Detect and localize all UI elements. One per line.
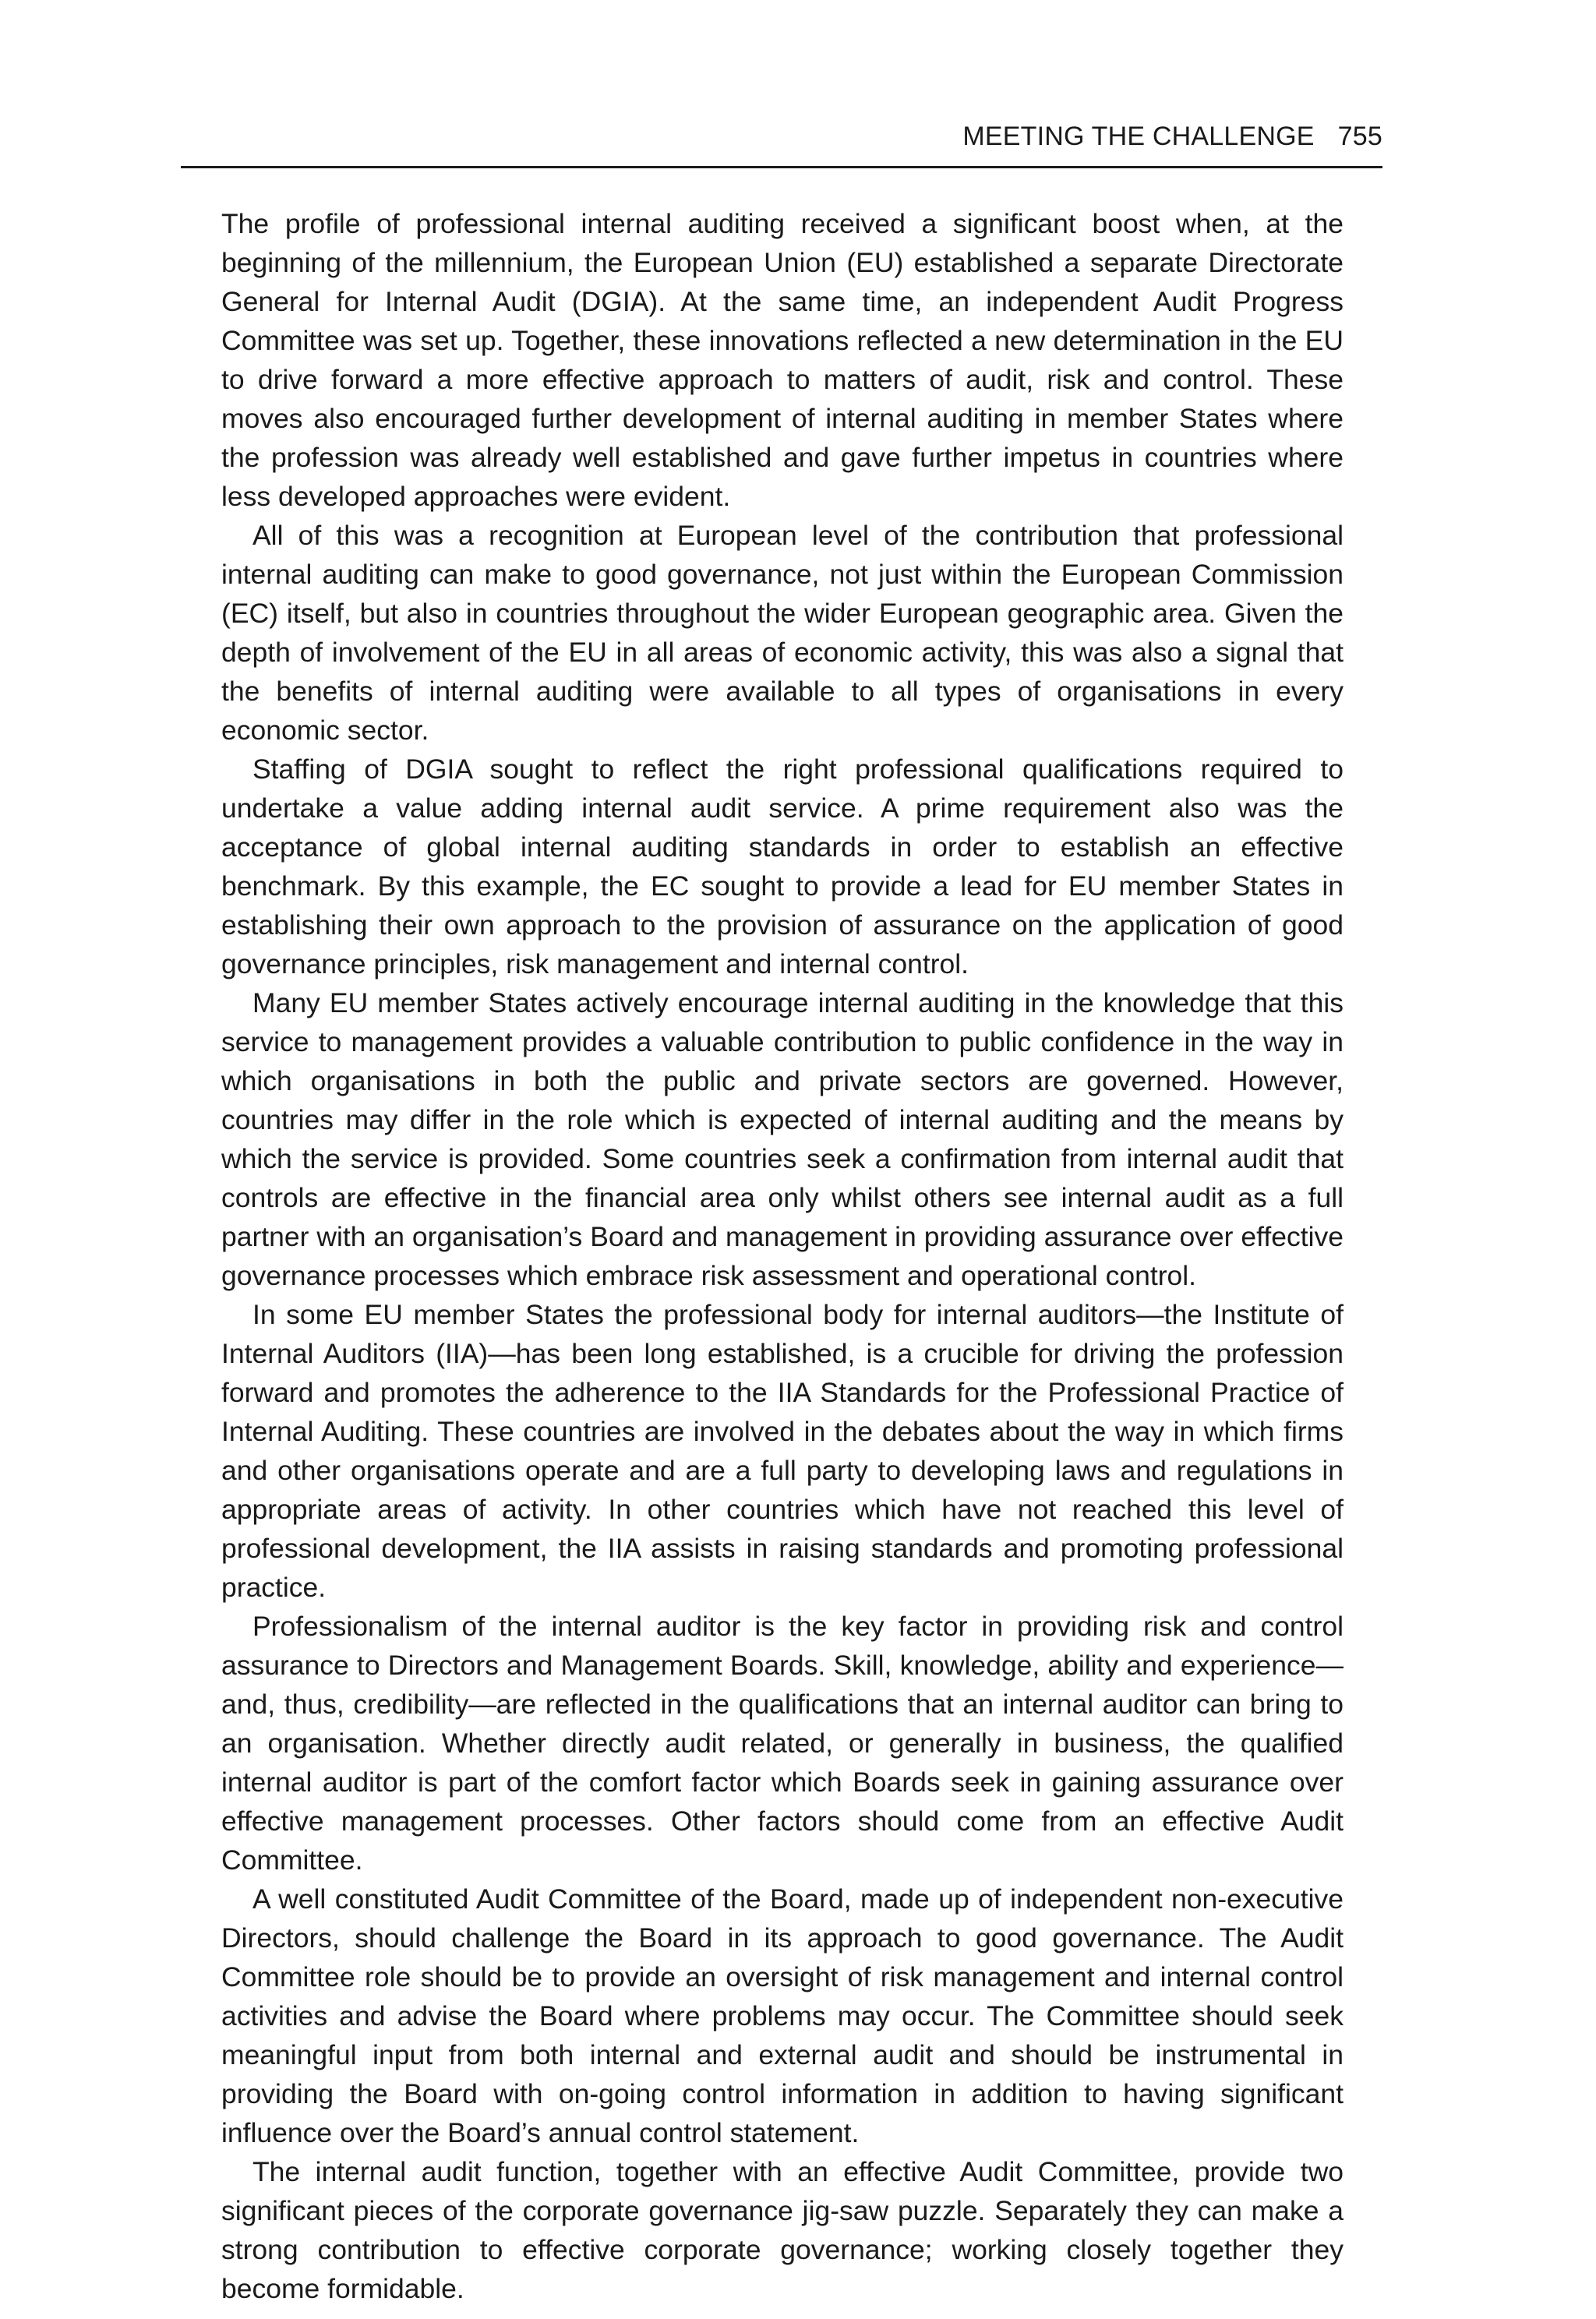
- paragraph: Many EU member States actively encourage internal auditing in the knowledge that this service to management provides a valuable contribution to public confidence in the way in which organisations in both the public and private sectors are governed. However, countries may differ in the role which is expected of internal auditing and the means by which the service is provided. Some countries seek a confirmation from internal audit that controls are effective in the financial area only whilst others see internal audit as a full partner with an organisation’s Board and management in providing assurance over effective governance processes which embrace risk assessment and operational control.: [221, 987, 1344, 1291]
- page-number: 755: [1337, 122, 1382, 151]
- paragraph: The profile of professional internal auditing received a significant boost when, at the beginning of the millennium, the European Union (EU) established a separate Directorate General for Internal Audit (DGIA). At the same time, an independent Audit Progress Committee was set up. Together, these innovations reflected a new determination in the EU to drive forward a more effective approach to matters of audit, risk and control. These moves also encouraged further development of internal auditing in member States where the profession was already well established and gave further impetus in countries where less developed approaches were evident.: [221, 208, 1344, 512]
- paragraph: Staffing of DGIA sought to reflect the right professional qualifications required to undertake a value adding internal audit service. A prime requirement also was the acceptance of global internal auditing standards in order to establish an effective benchmark. By this example, the EC sought to provide a lead for EU member States in establishing their own approach to the provision of assurance on the application of good governance principles, risk management and internal control.: [221, 754, 1344, 979]
- running-head-text: [962, 122, 1382, 152]
- paragraph: In some EU member States the professional body for internal auditors—the Institute of Internal Auditors (IIA)—has been long established, is a crucible for driving the profession forward and promotes the adherence to the IIA Standards for the Professional Practice of Internal Auditing. These countries are involved in the debates about the way in which firms and other organisations operate and are a full party to developing laws and regulations in appropriate areas of activity. In other countries which have not reached this level of professional development, the IIA assists in raising standards and promoting professional practice.: [221, 1299, 1344, 1603]
- body-text: [221, 204, 1344, 2308]
- paragraph: A well constituted Audit Committee of the Board, made up of independent non-executive Directors, should challenge the Board in its approach to good governance. The Audit Committee role should be to provide an oversight of risk management and internal control activities and advise the Board where problems may occur. The Committee should seek meaningful input from both internal and external audit and should be instrumental in providing the Board with on-going control information in addition to having significant influence over the Board’s annual control statement.: [221, 1883, 1344, 2148]
- paragraph: Professionalism of the internal auditor is the key factor in providing risk and control assurance to Directors and Management Boards. Skill, knowledge, ability and experience—and, thus, credibility—are reflected in the qualifications that an internal auditor can bring to an organisation. Whether directly audit related, or generally in business, the qualified internal auditor is part of the comfort factor which Boards seek in gaining assurance over effective management processes. Other factors should come from an effective Audit Committee.: [221, 1611, 1344, 1876]
- running-title: MEETING THE CHALLENGE: [962, 122, 1315, 151]
- paragraph: All of this was a recognition at European level of the contribution that professional internal auditing can make to good governance, not just within the European Commission (EC) itself, but also in countries throughout the wider European geographic area. Given the depth of involvement of the EU in all areas of economic activity, this was also a signal that the benefits of internal auditing were available to all types of organisations in every economic sector.: [221, 520, 1344, 746]
- running-head: [181, 117, 1382, 168]
- paragraph: The internal audit function, together with an effective Audit Committee, provide two significant pieces of the corporate governance jig-saw puzzle. Separately they can make a strong contribution to effective corporate governance; working closely together they become formidable.: [221, 2156, 1344, 2304]
